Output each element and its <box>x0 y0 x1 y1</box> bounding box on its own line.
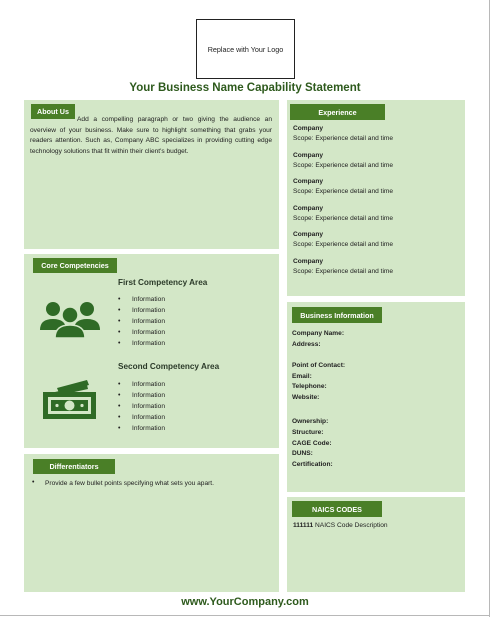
logo-placeholder[interactable] <box>196 19 295 79</box>
experience-entry[interactable] <box>293 177 463 197</box>
list-item: • Information <box>118 401 165 412</box>
competency-area-title: Second Competency Area <box>118 362 220 371</box>
about-text[interactable] <box>30 115 272 157</box>
certification-field[interactable]: Certification: <box>292 461 333 468</box>
address-field[interactable]: Address: <box>292 341 321 348</box>
experience-scope: Scope: Experience detail and time <box>293 215 394 222</box>
experience-scope: Scope: Experience detail and time <box>293 162 394 169</box>
experience-company: Company <box>293 231 324 238</box>
list-item: • Information <box>118 338 165 349</box>
cage-code-field[interactable]: CAGE Code: <box>292 440 332 447</box>
experience-scope: Scope: Experience detail and time <box>293 135 394 142</box>
telephone-field[interactable]: Telephone: <box>292 383 327 390</box>
business-information-label: Business Information <box>292 307 382 323</box>
cash-stack-icon <box>41 378 99 427</box>
experience-entry[interactable] <box>293 230 463 250</box>
company-website-link[interactable]: www.YourCompany.com <box>181 596 309 608</box>
experience-scope: Scope: Experience detail and time <box>293 268 394 275</box>
core-competencies-panel <box>24 254 279 448</box>
experience-scope: Scope: Experience detail and time <box>293 188 394 195</box>
duns-field[interactable]: DUNS: <box>292 450 313 457</box>
experience-scope: Scope: Experience detail and time <box>293 241 394 248</box>
document-title: Your Business Name Capability Statement <box>129 82 361 94</box>
people-group-icon <box>38 294 102 345</box>
point-of-contact-field[interactable]: Point of Contact: <box>292 362 346 369</box>
experience-company: Company <box>293 258 324 265</box>
experience-company: Company <box>293 205 324 212</box>
list-item[interactable]: • Provide a few bullet points specifying what sets you apart. <box>32 480 214 487</box>
ownership-field[interactable]: Ownership: <box>292 418 329 425</box>
differentiators-label: Differentiators <box>33 459 115 474</box>
naics-codes-panel <box>287 497 465 592</box>
page-edge-bottom <box>0 615 490 616</box>
list-item: • Information <box>118 327 165 338</box>
about-panel <box>24 100 279 249</box>
list-item: • Information <box>118 390 165 401</box>
experience-entry[interactable] <box>293 151 463 171</box>
list-item: • Information <box>118 294 165 305</box>
experience-label: Experience <box>290 104 385 120</box>
differentiators-panel <box>24 454 279 592</box>
logo-placeholder-text: Replace with Your Logo <box>207 44 284 54</box>
experience-entry[interactable] <box>293 124 463 144</box>
list-item: • Information <box>118 412 165 423</box>
competency-area-title: First Competency Area <box>118 278 208 287</box>
experience-company: Company <box>293 178 324 185</box>
experience-entry[interactable] <box>293 204 463 224</box>
competency-list <box>118 294 165 349</box>
experience-panel <box>287 100 465 296</box>
core-competencies-label: Core Competencies <box>33 258 117 273</box>
email-field[interactable]: Email: <box>292 373 312 380</box>
naics-codes-label: NAICS CODES <box>292 501 382 517</box>
list-item: • Information <box>118 379 165 390</box>
experience-company: Company <box>293 152 324 159</box>
competency-list <box>118 379 165 434</box>
list-item: • Information <box>118 423 165 434</box>
company-name-field[interactable]: Company Name: <box>292 330 345 337</box>
naics-code: 111111 <box>293 522 314 529</box>
experience-company: Company <box>293 125 324 132</box>
list-item: • Information <box>118 316 165 327</box>
business-information-panel <box>287 302 465 492</box>
structure-field[interactable]: Structure: <box>292 429 324 436</box>
about-paragraph: Add a compelling paragraph or two giving the audience an overview of your business. Make sure to highlight something that grabs your readers attention. Such as, Company ABC specializes in providing cutting edge technology solutions that fit within their client's budget. <box>30 116 272 155</box>
list-item: • Information <box>118 305 165 316</box>
about-label: About Us <box>31 104 75 119</box>
naics-description: NAICS Code Description <box>315 522 388 529</box>
experience-entry[interactable] <box>293 257 463 277</box>
naics-code-entry[interactable] <box>293 522 388 529</box>
website-field[interactable]: Website: <box>292 394 320 401</box>
